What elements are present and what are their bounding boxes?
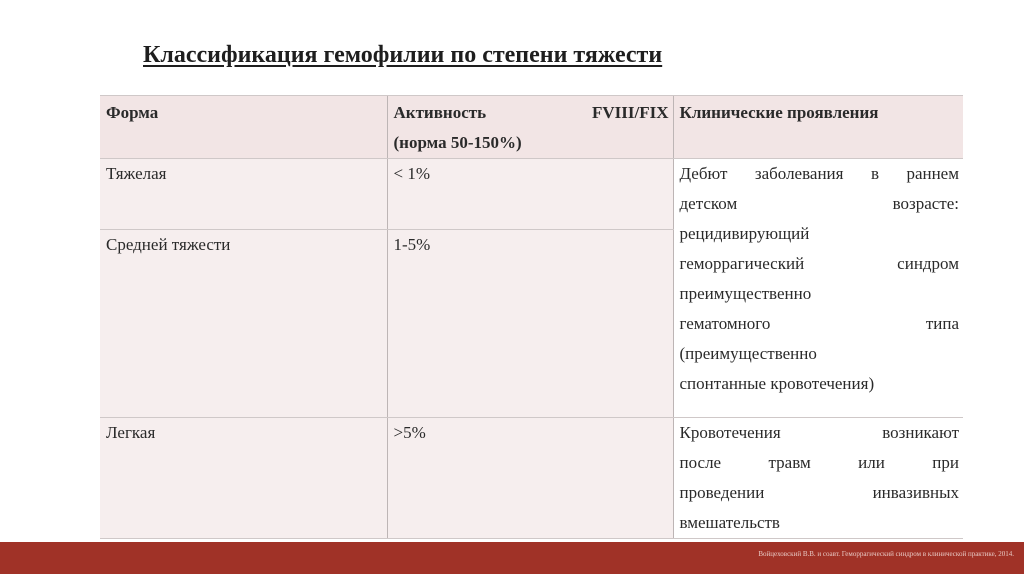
source-citation: Войцеховский В.В. и соавт. Геморрагический синдром в клинической практике, 2014.	[758, 550, 1014, 558]
classification-table	[100, 95, 963, 539]
table-row	[100, 418, 963, 539]
cell-form-mild: Легкая	[100, 418, 387, 539]
cell-activity-moderate: 1-5%	[387, 230, 673, 418]
header-activity-factor: FVIII/FIX	[591, 103, 669, 122]
clinical-line: (преимущественно	[679, 344, 817, 363]
header-activity	[387, 96, 673, 159]
clinical-line: детском возрасте:	[679, 194, 959, 213]
table-header-row	[100, 96, 963, 159]
clinical-line: спонтанные кровотечения)	[679, 374, 875, 393]
clinical-line: гематомного типа	[679, 314, 959, 333]
header-activity-label: Активность	[393, 103, 487, 122]
cell-activity-severe: < 1%	[387, 159, 673, 230]
clinical-line: после травм или при	[679, 453, 959, 472]
header-activity-norm: (норма 50-150%)	[393, 133, 522, 152]
header-form: Форма	[100, 96, 387, 159]
footer-bar	[0, 542, 1024, 574]
clinical-line: геморрагический синдром	[679, 254, 959, 273]
cell-clinical-mild	[673, 418, 963, 539]
cell-clinical-severe-moderate	[673, 159, 963, 418]
clinical-line: вмешательств	[679, 513, 780, 532]
clinical-line: преимущественно	[679, 284, 812, 303]
cell-form-moderate: Средней тяжести	[100, 230, 387, 418]
clinical-line: рецидивирующий	[679, 224, 810, 243]
cell-form-severe: Тяжелая	[100, 159, 387, 230]
clinical-line: Дебют заболевания в раннем	[679, 164, 959, 183]
clinical-line: Кровотечения возникают	[679, 423, 959, 442]
header-clinical: Клинические проявления	[673, 96, 963, 159]
cell-activity-mild: >5%	[387, 418, 673, 539]
slide-title: Классификация гемофилии по степени тяжести	[143, 42, 663, 68]
clinical-line: проведении инвазивных	[679, 483, 959, 502]
table-row	[100, 159, 963, 230]
